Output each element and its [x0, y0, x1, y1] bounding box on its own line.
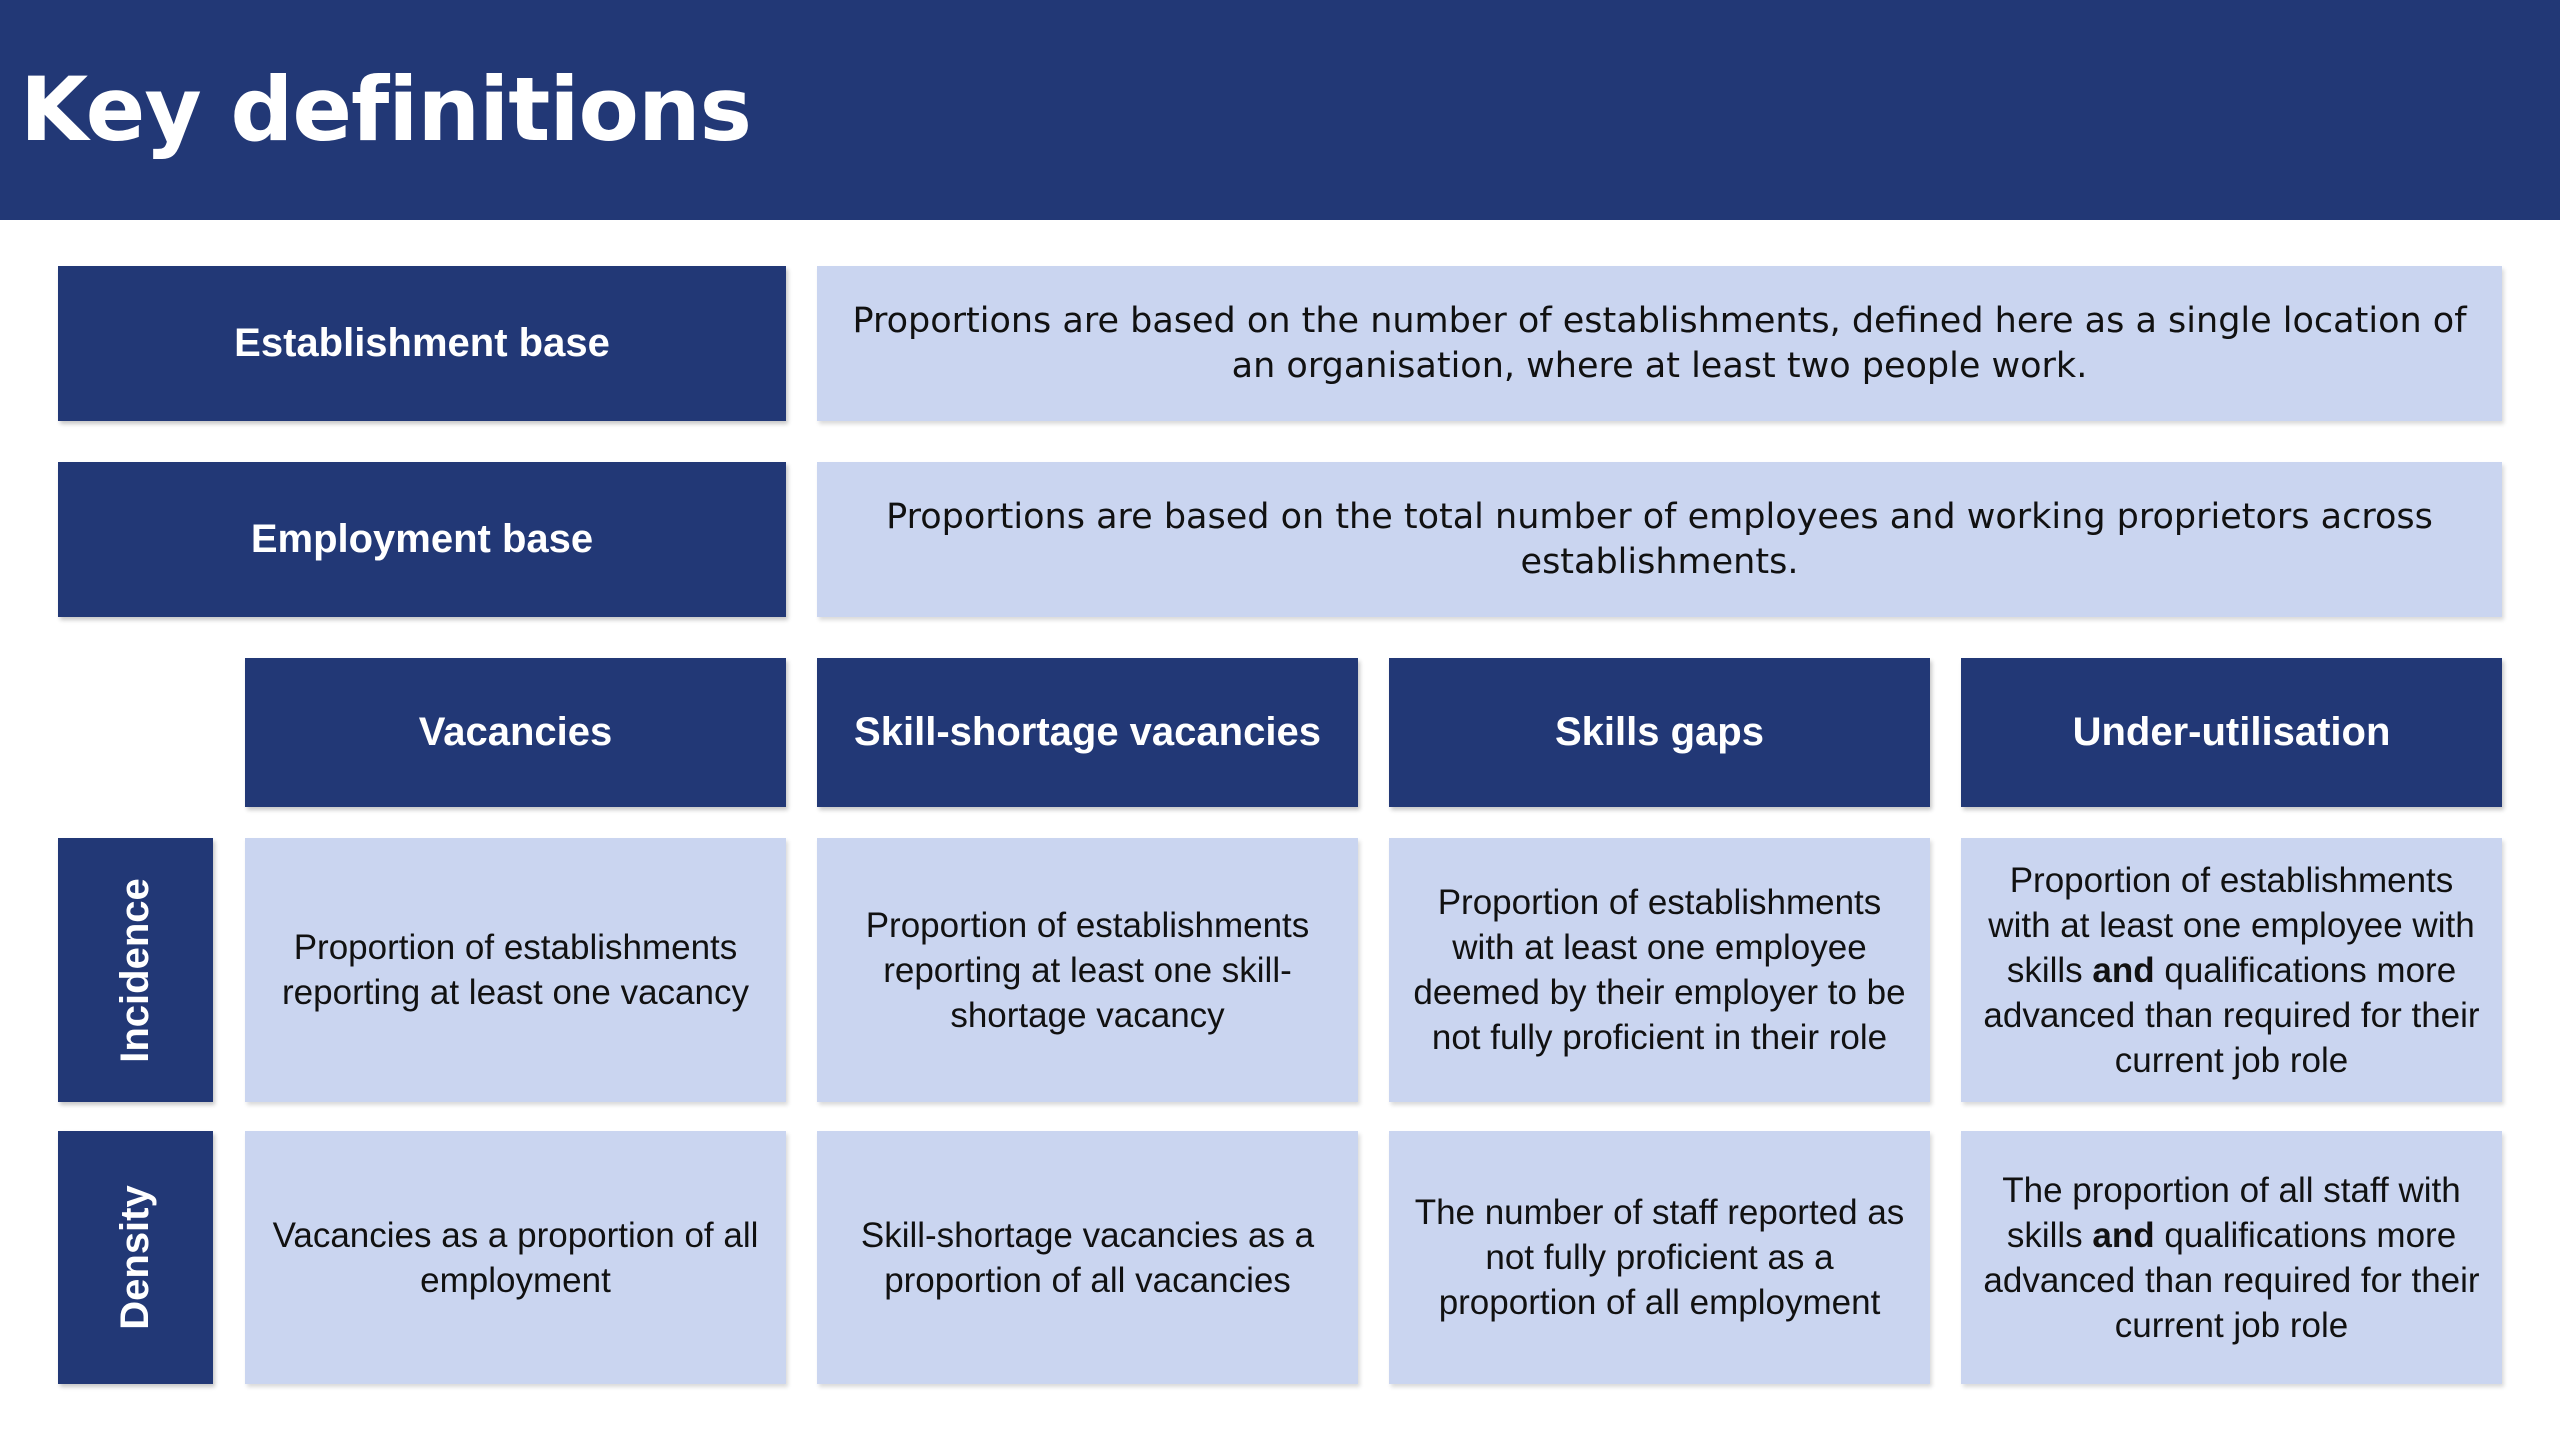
- page-title: Key definitions: [20, 58, 751, 161]
- incidence-vacancies-cell: Proportion of establishments reporting at least one vacancy: [245, 838, 786, 1102]
- establishment-base-label: Establishment base: [58, 266, 786, 421]
- header-bar: [0, 0, 2560, 220]
- employment-base-label: Employment base: [58, 462, 786, 617]
- density-under-utilisation-cell: The proportion of all staff with skills and qualifications more advanced than required for their current job role: [1961, 1131, 2502, 1384]
- density-skill-shortage-cell: Skill-shortage vacancies as a proportion of all vacancies: [817, 1131, 1358, 1384]
- establishment-base-description: Proportions are based on the number of establishments, defined here as a single location of an organisation, where at least two people work.: [817, 266, 2502, 421]
- column-header-vacancies: Vacancies: [245, 658, 786, 807]
- incidence-skills-gaps-cell: Proportion of establishments with at least one employee deemed by their employer to be not fully proficient in their role: [1389, 838, 1930, 1102]
- density-skills-gaps-cell: The number of staff reported as not fully proficient as a proportion of all employment: [1389, 1131, 1930, 1384]
- employment-base-description: Proportions are based on the total number of employees and working proprietors across establishments.: [817, 462, 2502, 617]
- row-label-incidence: Incidence: [58, 838, 213, 1102]
- incidence-under-utilisation-cell: Proportion of establishments with at least one employee with skills and qualifications more advanced than required for their current job role: [1961, 838, 2502, 1102]
- column-header-skills-gaps: Skills gaps: [1389, 658, 1930, 807]
- incidence-skill-shortage-cell: Proportion of establishments reporting at least one skill-shortage vacancy: [817, 838, 1358, 1102]
- density-vacancies-cell: Vacancies as a proportion of all employment: [245, 1131, 786, 1384]
- column-header-under-utilisation: Under-utilisation: [1961, 658, 2502, 807]
- column-header-skill-shortage-vacancies: Skill-shortage vacancies: [817, 658, 1358, 807]
- row-label-density: Density: [58, 1131, 213, 1384]
